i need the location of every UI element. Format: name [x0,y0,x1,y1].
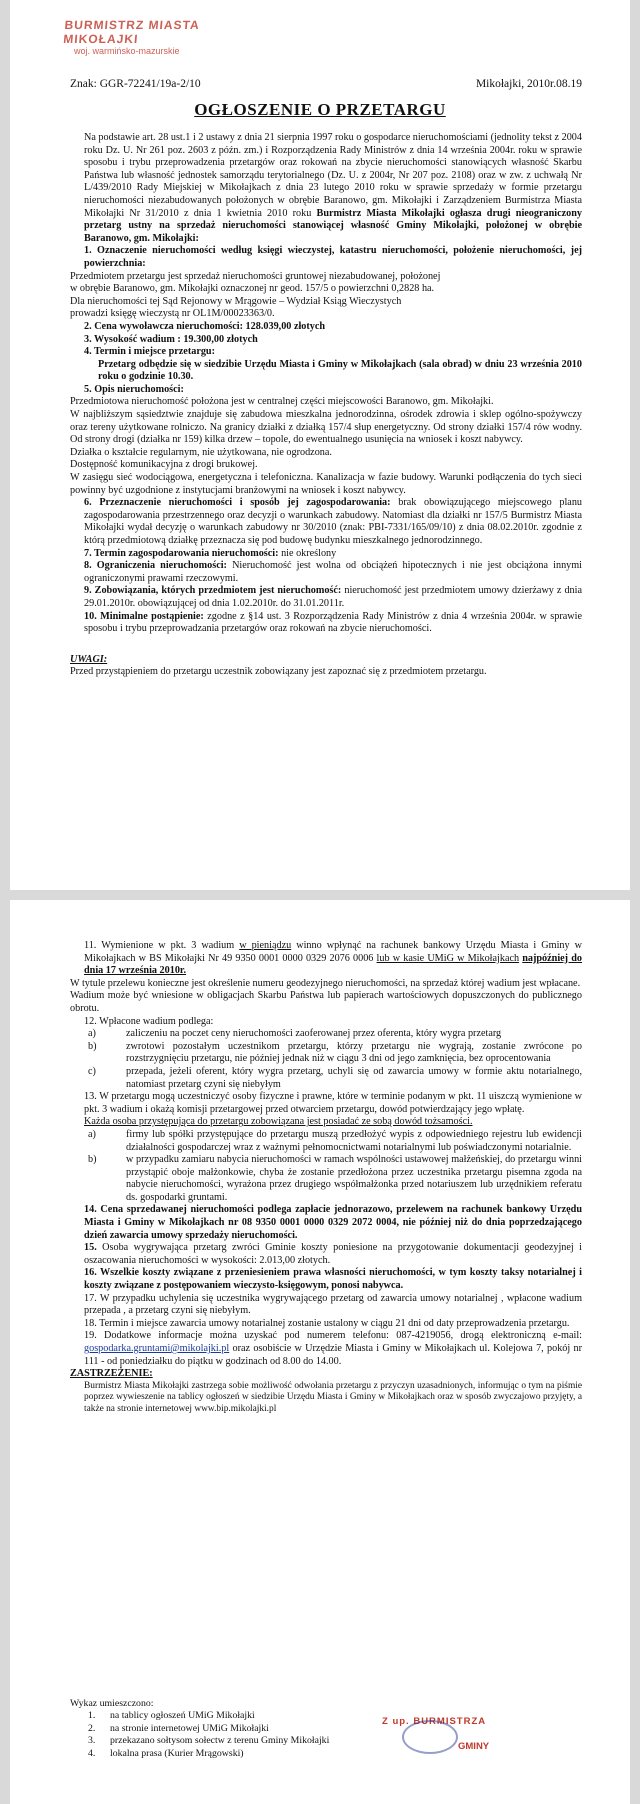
item-12-a: a) zaliczeniu na poczet ceny nieruchomości zaoferowanej przez oferenta, który wygra przetarg [70,1028,582,1041]
item-6 [70,497,582,547]
item-13-identity: Każda osoba przystępująca do przetargu zobowiązana jest posiadać ze sobą dowód tożsamości. [84,1116,473,1128]
distribution-item: 1. na tablicy ogłoszeń UMiG Mikołajki [88,1710,255,1722]
item-10 [70,611,582,636]
item-12-c: c) przepada, jeżeli oferent, który wygra przetarg, uchyli się od zawarcia umowy w formie aktu notarialnego, natomiast przetarg czyni się niebyłym [88,1065,582,1090]
item-16: 16. Wszelkie koszty związane z przeniesieniem prawa własności nieruchomości, w tym koszty taksy notarialnej i koszty związane z postępowaniem wieczysto-księgowym, ponosi nabywca. [84,1267,582,1292]
stamp-line-2: woj. warmińsko-mazurskie [74,46,180,56]
item-1-heading: 1. Oznaczenie nieruchomości według księgi wieczystej, katastru nieruchomości, położenie nieruchomości, jej powierzchnia: [84,245,582,269]
item-9 [70,585,582,610]
item-4-body: Przetarg odbędzie się w siedzibie Urzędu Miasta i Gminy w Mikołajkach (sala obrad) w dniu 23 września 2010 roku o godzinie 10.30. [98,358,582,383]
item-19-text-b: oraz osobiście w Urzędzie Miasta i Gminy w Mikołajkach ul. Kolejowa 7, pokój nr 111 - od poniedziałku do piątku w godzinach od 8.00 do 14.00. [84,1343,582,1367]
item-2-price: 2. Cena wywoławcza nieruchomości: 128.039,00 złotych [84,320,326,332]
office-stamp [64,18,214,56]
item-1-line-1: Przedmiotem przetargu jest sprzedaż nieruchomości gruntowej niezabudowanej, położonej [70,270,441,282]
item-5-line-4: Dostępność komunikacyjna z drogi brukowej. [70,459,258,471]
item-19 [70,1330,582,1368]
item-13-a: a) firmy lub spółki przystępujące do przetargu muszą przedłożyć wypis z odpowiedniego rejestru lub ewidencji działalności gospodarczej wraz z ważnymi pełnomocnictwami notarialnymi lub poświadczonymi notarialnie. [88,1128,582,1153]
item-9-body: nieruchomość jest przedmiotem umowy dzierżawy z dnia 29.01.2010r. obowiązującej od dnia 1.02.2010r. do 31.01.2011r. [84,585,582,609]
item-5-line-3: Działka o kształcie regularnym, nie użytkowana, nie ogrodzona. [70,446,332,458]
document-date: Mikołajki, 2010r.08.19 [475,78,582,90]
item-8-heading: 8. Ograniczenia nieruchomości: [84,560,227,572]
item-13-b: b) w przypadku zamiaru nabycia nieruchomości w ramach wspólności ustawowej małżeńskiej, do przetargu winni przystąpić oboje małżonkowie, chyba że zostanie przedłożona przez uczestnika przetargu pisemna zgoda na nabycie nieruchomości, wyrażona przez drugiego współmałżonka przed notariuszem lub urzędnikiem referatu ds. gospodarki gruntami. [88,1154,582,1203]
item-7 [70,548,582,561]
distribution-item: 2. na stronie internetowej UMiG Mikołajki [88,1722,269,1734]
item-3-deposit: 3. Wysokość wadium : 19.300,00 złotych [84,333,258,345]
reference-number: Znak: GGR-72241/19a-2/10 [70,78,201,90]
reservation-title: ZASTRZEŻENIE: [70,1368,153,1380]
distribution-item-2: na stronie internetowej UMiG Mikołajki [110,1722,269,1734]
notes-title: UWAGI: [70,653,108,665]
notes-body: Przed przystąpieniem do przetargu uczestnik zobowiązany jest zapoznać się z przedmiotem przetargu. [70,666,487,678]
distribution-item-3: przekazano sołtysom sołectw z terenu Gminy Mikołajki [110,1735,330,1747]
item-18: 18. Termin i miejsce zawarcia umowy notarialnej zostanie ustalony w ciągu 21 dni od daty przeprowadzenia przetargu. [84,1317,570,1329]
intro-paragraph [70,132,582,245]
item-4-heading: 4. Termin i miejsce przetargu: [84,346,215,358]
item-14: 14. Cena sprzedawanej nieruchomości podlega zapłacie jednorazowo, przelewem na rachunek bankowy Urzędu Miasta i Gminy w Mikołajkach nr 08 9350 0001 0000 0329 2072 0004, nie później niż do dnia poprzedzającego dzień zawarcia umowy sprzedaży nieruchomości. [84,1204,582,1241]
item-12-heading: 12. Wpłacone wadium podlega: [84,1015,214,1027]
item-13-a-text: firmy lub spółki przystępujące do przetargu muszą przedłożyć wypis z odpowiedniego rejestru lub ewidencji działalności gospodarczej wraz z ważnymi pełnomocnictwami notarialnymi lub poświadczonymi notarialnie. [126,1128,582,1153]
item-11-deadline: najpóźniej do dnia 17 września 2010r. [84,952,582,977]
reservation-body: Burmistrz Miasta Mikołajki zastrzega sobie możliwość odwołania przetargu z przyczyn uzasadnionych, informując o tym na piśmie poprzez wywieszenie na tablicy ogłoszeń w siedzibie Urzędu Miasta i Gminy w Mikołajkach oraz w sposób zwyczajowo przyjęty, a także na stronie internetowej www.bip.mikolajki.pl [84,1380,582,1414]
item-11-text-b: w pieniądzu [239,940,292,951]
mayor-signature-stamp [382,1716,522,1752]
item-13-b-text: w przypadku zamiaru nabycia nieruchomości w ramach wspólności ustawowej małżeńskiej, do przetargu winni przystąpić oboje małżonkowie, chyba że zostanie przedłożona przez uczestnika przetargu pisemna zgoda na nabycie nieruchomości, wyrażona przez drugiego współmałżonka przed notariuszem lub urzędnikiem referatu ds. gospodarki gruntami. [126,1154,582,1203]
item-5-line-5: W zasięgu sieć wodociągowa, energetyczna i telefoniczna. Kanalizacja w fazie budowy. Warunki podłączenia do tych sieci powinny być uzgodnione z instytucjami branżowymi na wniosek i koszt nabywcy. [70,472,582,496]
item-11-line-3: Wadium może być wniesione w obligacjach Skarbu Państwa lub papierach wartościowych dopuszczonych do publicznego obrotu. [70,990,582,1014]
distribution-item: 4. lokalna prasa (Kurier Mrągowski) [88,1747,244,1759]
item-15-body: Osoba wygrywająca przetarg zwróci Gminie koszty poniesione na przygotowanie dokumentacji geodezyjnej i oszacowania nieruchomości w wysokości: 2.013,00 złotych. [84,1242,583,1266]
item-12-c-text: przepada, jeżeli oferent, który wygra przetarg, uchyli się od zawarcia umowy w formie aktu notarialnego, natomiast przetarg czyni się niebyłym [126,1065,582,1090]
item-11-text-d: lub w kasie UMiG w Mikołajkach [376,952,520,964]
announcement-body-page-2 [70,940,582,1416]
signature-stamp-line-2: GMINY [458,1741,490,1752]
notes-section [70,654,582,679]
distribution-list [70,1698,329,1760]
item-13-heading: 13. W przetargu mogą uczestniczyć osoby fizyczne i prawne, które w terminie podanym w pkt. 11 uiszczą wymienione w pkt. 3 wadium i okażą komisji przetargowej przed otwarciem przetargu, dowód potwierdzający jego wpłatę. [84,1091,582,1115]
item-6-heading: 6. Przeznaczenie nieruchomości i sposób jej zagospodarowania: [84,497,391,509]
contact-email-link[interactable]: gospodarka.gruntami@mikolajki.pl [84,1343,230,1354]
item-11 [70,940,582,978]
item-10-body: zgodne z §14 ust. 3 Rozporządzenia Rady Ministrów z dnia 4 września 2004r. w sprawie sposobu i trybu przeprowadzania przetargów oraz rokowań na zbycie nieruchomości. [84,610,582,635]
item-6-body: brak obowiązującego miejscowego planu zagospodarowania przestrzennego oraz decyzji o warunkach zabudowy. Natomiast dla działki nr 157/5 Burmistrz Miasta Mikołajki wydał decyzję o warunkach zabudowy nr 30/2010 (znak: PBI-7331/165/09/10) z dnia 08.02.2010r. zgodnie z którą przedmiotową działkę przeznacza się pod budowę budynku mieszkalnego jednorodzinnego. [84,497,583,546]
distribution-item-4: lokalna prasa (Kurier Mrągowski) [110,1747,244,1759]
item-7-heading: 7. Termin zagospodarowania nieruchomości: [84,547,279,559]
item-5-line-1: Przedmiotowa nieruchomość położona jest w centralnej części miejscowości Baranowo, gm. Mikołajki. [70,396,494,408]
item-5-line-2: W najbliższym sąsiedztwie znajduje się zabudowa mieszkalna jednorodzinna, ośrodek zdrowia i sklep ogólno-spożywczy oraz tereny użytkowane rolniczo. Na granicy działki z działką 157/4 słup energetyczny. Od strony działki 157/4 rów wodny. Od strony drogi (działka nr 159) kilka drzew – topole, do ewentualnego usunięcia na wniosek i koszt nabywcy. [70,409,582,446]
item-12-b-text: zwrotowi pozostałym uczestnikom przetargu, którzy przetargu nie wygrają, zostanie zwrócone po rozstrzygnięciu przetargu, nie później jednak niż w ciągu 3 dni od jego zamknięcia, bez oprocentowania [126,1040,582,1065]
item-17: 17. W przypadku uchylenia się uczestnika wygrywającego przetarg od zawarcia umowy notarialnej , wpłacone wadium przepada , a przetarg czyni się niebyłym. [84,1292,582,1317]
item-11-line-2: W tytule przelewu konieczne jest określenie numeru geodezyjnego nieruchomości, na sprzedaż której wadium jest wpłacane. [70,977,581,989]
intro-bold: Burmistrz Miasta Mikołajki ogłasza drugi nieograniczony przetarg ustny na sprzedaż nieruchomości stanowiącej własność Gminy Mikołajki, położonej w obrębie Baranowo, gm. Mikołajki: [84,207,583,244]
item-8-body: Nieruchomość jest wolna od obciążeń hipotecznych i nie jest obciążona innymi ograniczonymi prawami rzeczowymi. [84,560,583,584]
item-7-body: nie określony [281,547,337,559]
distribution-item-1: na tablicy ogłoszeń UMiG Mikołajki [110,1710,255,1722]
item-5-heading: 5. Opis nieruchomości: [84,383,184,395]
item-1-line-4: prowadzi księgę wieczystą nr OL1M/00023363/0. [70,308,275,320]
intro-text: Na podstawie art. 28 ust.1 i 2 ustawy z dnia 21 sierpnia 1997 roku o gospodarce nieruchomościami (jednolity tekst z 2004 roku Dz. U. Nr 261 poz. 2603 z późn. zm.) i Rozporządzenia Rady Ministrów z dnia 14 września 2004r. roku w sprawie sposobu i trybu przeprowadzenia przetargów oraz rokowań na zbycie nieruchomości stanowiących własność Skarbu Państwa lub własność jednostek samorządu terytorialnego (Dz. U. z 2004r, Nr 207 poz. 2108) oraz w zw. z uchwałą Nr L/439/2010 Rady Miejskiej w Mikołajkach z dnia 23 lutego 2010 roku w sprawie sprzedaży w formie przetargu nieruchomości niezabudowanych położonych w obrębie Baranowo, gm. Mikołajki i Zarządzeniem Burmistrza Miasta Mikołajki Nr 31/2010 z dnia 1 kwietnia 2010 roku [84,132,582,219]
item-8 [70,560,582,585]
item-11-text-c: winno wpłynąć na rachunek bankowy Urzędu Miasta i Gminy w Mikołajkach w BS Mikołajki Nr 49 9350 0001 0000 0329 2076 0006 [84,940,582,964]
item-1-line-2: w obrębie Baranowo, gm. Mikołajki oznaczonej nr geod. 157/5 o powierzchni 0,2828 ha. [70,283,435,295]
item-12-a-text: zaliczeniu na poczet ceny nieruchomości zaoferowanej przez oferenta, który wygra przetarg [126,1028,502,1040]
page-title: OGŁOSZENIE O PRZETARGU [194,100,446,119]
announcement-body [70,132,582,679]
item-1-line-3: Dla nieruchomości tej Sąd Rejonowy w Mrągowie – Wydział Ksiąg Wieczystych [70,295,402,307]
signature-stamp-line-1: Z up. BURMISTRZA [382,1716,487,1727]
document-header [70,78,582,90]
signature-mark [402,1720,458,1754]
item-15-number: 15. [84,1242,97,1254]
distribution-title: Wykaz umieszczono: [70,1698,154,1709]
distribution-item: 3. przekazano sołtysom sołectw z terenu Gminy Mikołajki [88,1735,330,1747]
item-11-text-a: 11. Wymienione w pkt. 3 wadium [84,940,240,951]
stamp-line-1: BURMISTRZ MIASTA MIKOŁAJKI [62,18,200,46]
item-9-heading: 9. Zobowiązania, których przedmiotem jest nieruchomość: [84,585,342,597]
item-12-b: b) zwrotowi pozostałym uczestnikom przetargu, którzy przetargu nie wygrają, zostanie zwrócone po rozstrzygnięciu przetargu, nie później jednak niż w ciągu 3 dni od jego zamknięcia, bez oprocentowania [88,1040,582,1065]
item-15 [70,1242,582,1267]
item-10-heading: 10. Minimalne postąpienie: [84,610,204,622]
item-19-text-a: 19. Dodatkowe informacje można uzyskać pod numerem telefonu: 087-4219056, drogą elektroniczną e-mail: [84,1330,582,1342]
